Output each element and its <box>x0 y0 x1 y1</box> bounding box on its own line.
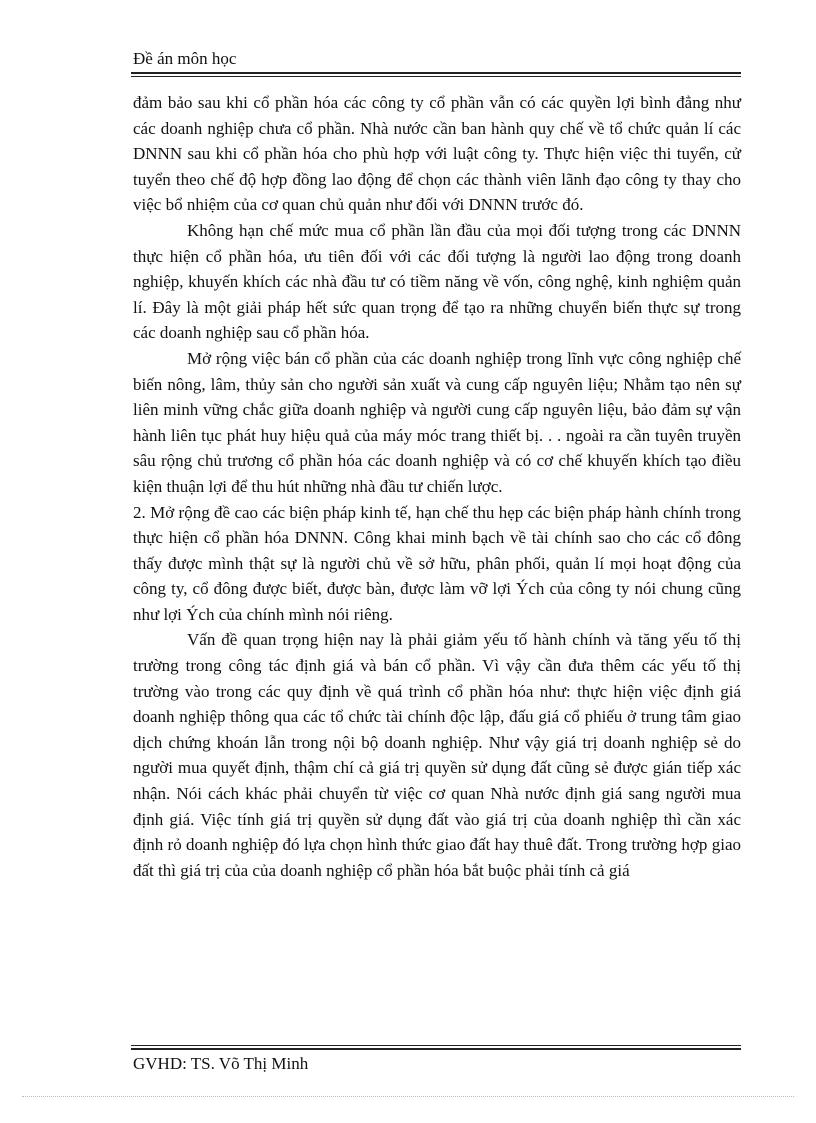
paragraph-continuation: đảm bảo sau khi cổ phần hóa các công ty cổ phần vẫn có các quyền lợi bình đẳng như các doanh nghiệp chưa cổ phần. Nhà nước cần ban hành quy chế về tổ chức quản lí các DNNN sau khi cổ phần hóa cho phù hợp với luật công ty. Thực hiện việc thi tuyển, cử tuyển theo chế độ hợp đồng lao động để chọn các thành viên lãnh đạo công ty thay cho việc bổ nhiệm của cơ quan chủ quản như đối với DNNN trước đó. <box>133 93 741 215</box>
header-rule <box>131 72 741 74</box>
footer-supervisor: GVHD: TS. Võ Thị Minh <box>133 1054 309 1073</box>
page-header <box>131 48 741 77</box>
document-body <box>133 90 741 883</box>
page-bottom-border <box>22 1096 794 1097</box>
header-title: Đề án môn học <box>133 49 237 68</box>
footer-rule <box>131 1048 741 1050</box>
paragraph-economic-measures: 2. Mở rộng đề cao các biện pháp kinh tế, hạn chế thu hẹp các biện pháp hành chính trong thực hiện cổ phần hóa DNNN. Công khai minh bạch về tài chính sao cho các cổ đông thấy được mình thật sự là người chủ về sở hữu, phân phối, quản lí mọi hoạt động của công ty, cổ đông được biết, được bàn, được làm vỡ lợi Ých của công ty nói chung cũng như lợi Ých của chính mình nói riêng. <box>133 502 741 624</box>
page-footer <box>131 1045 741 1075</box>
paragraph-processing-industry: Mở rộng việc bán cổ phần của các doanh nghiệp trong lĩnh vực công nghiệp chế biến nông, lâm, thủy sản cho người sản xuất và cung cấp nguyên liệu; Nhằm tạo nên sự liên minh vững chắc giữa doanh nghiệp và người cung cấp nguyên liệu, bảo đảm sự vận hành liên tục phát huy hiệu quả của máy móc trang thiết bị. . . ngoài ra cần tuyên truyền sâu rộng chủ trương cổ phần hóa các doanh nghiệp và có cơ chế khuyến khích tạo điều kiện thuận lợi để thu hút những nhà đầu tư chiến lược. <box>133 348 741 496</box>
paragraph-share-purchase: Không hạn chế mức mua cổ phần lần đầu của mọi đối tượng trong các DNNN thực hiện cổ phần hóa, ưu tiên đối với các đối tượng là người lao động trong doanh nghiệp, khuyến khích các nhà đầu tư có tiềm năng về vốn, công nghệ, kinh nghiệm quản lí. Đây là một giải pháp hết sức quan trọng để tạo ra những chuyển biến thực sự trong các doanh nghiệp sau cổ phần hóa. <box>133 220 741 343</box>
footer-rule-secondary <box>131 1045 741 1046</box>
paragraph-market-valuation: Vấn đề quan trọng hiện nay là phải giảm yếu tố hành chính và tăng yếu tố thị trường trong công tác định giá và bán cổ phần. Vì vậy cần đưa thêm các yếu tố thị trường vào trong các quy định về quá trình cổ phần hóa như: thực hiện việc định giá doanh nghiệp thông qua các tổ chức tài chính độc lập, đấu giá cổ phiếu ở trung tâm giao dịch chứng khoán lẫn trong nội bộ doanh nghiệp. Như vậy giá trị doanh nghiệp sẻ do người mua quyết định, thậm chí cả giá trị quyền sử dụng đất cũng sẻ được gián tiếp xác nhận. Nói cách khác phải chuyển từ việc cơ quan Nhà nước định giá sang người mua định giá. Việc tính giá trị quyền sử dụng đất vào giá trị của doanh nghiệp thì cần xác định rỏ doanh nghiệp đó lựa chọn hình thức giao đất hay thuê đất. Trong trường hợp giao đất thì giá trị của của doanh nghiệp cổ phần hóa bắt buộc phải tính cả giá <box>133 630 741 880</box>
header-rule-secondary <box>131 76 741 77</box>
